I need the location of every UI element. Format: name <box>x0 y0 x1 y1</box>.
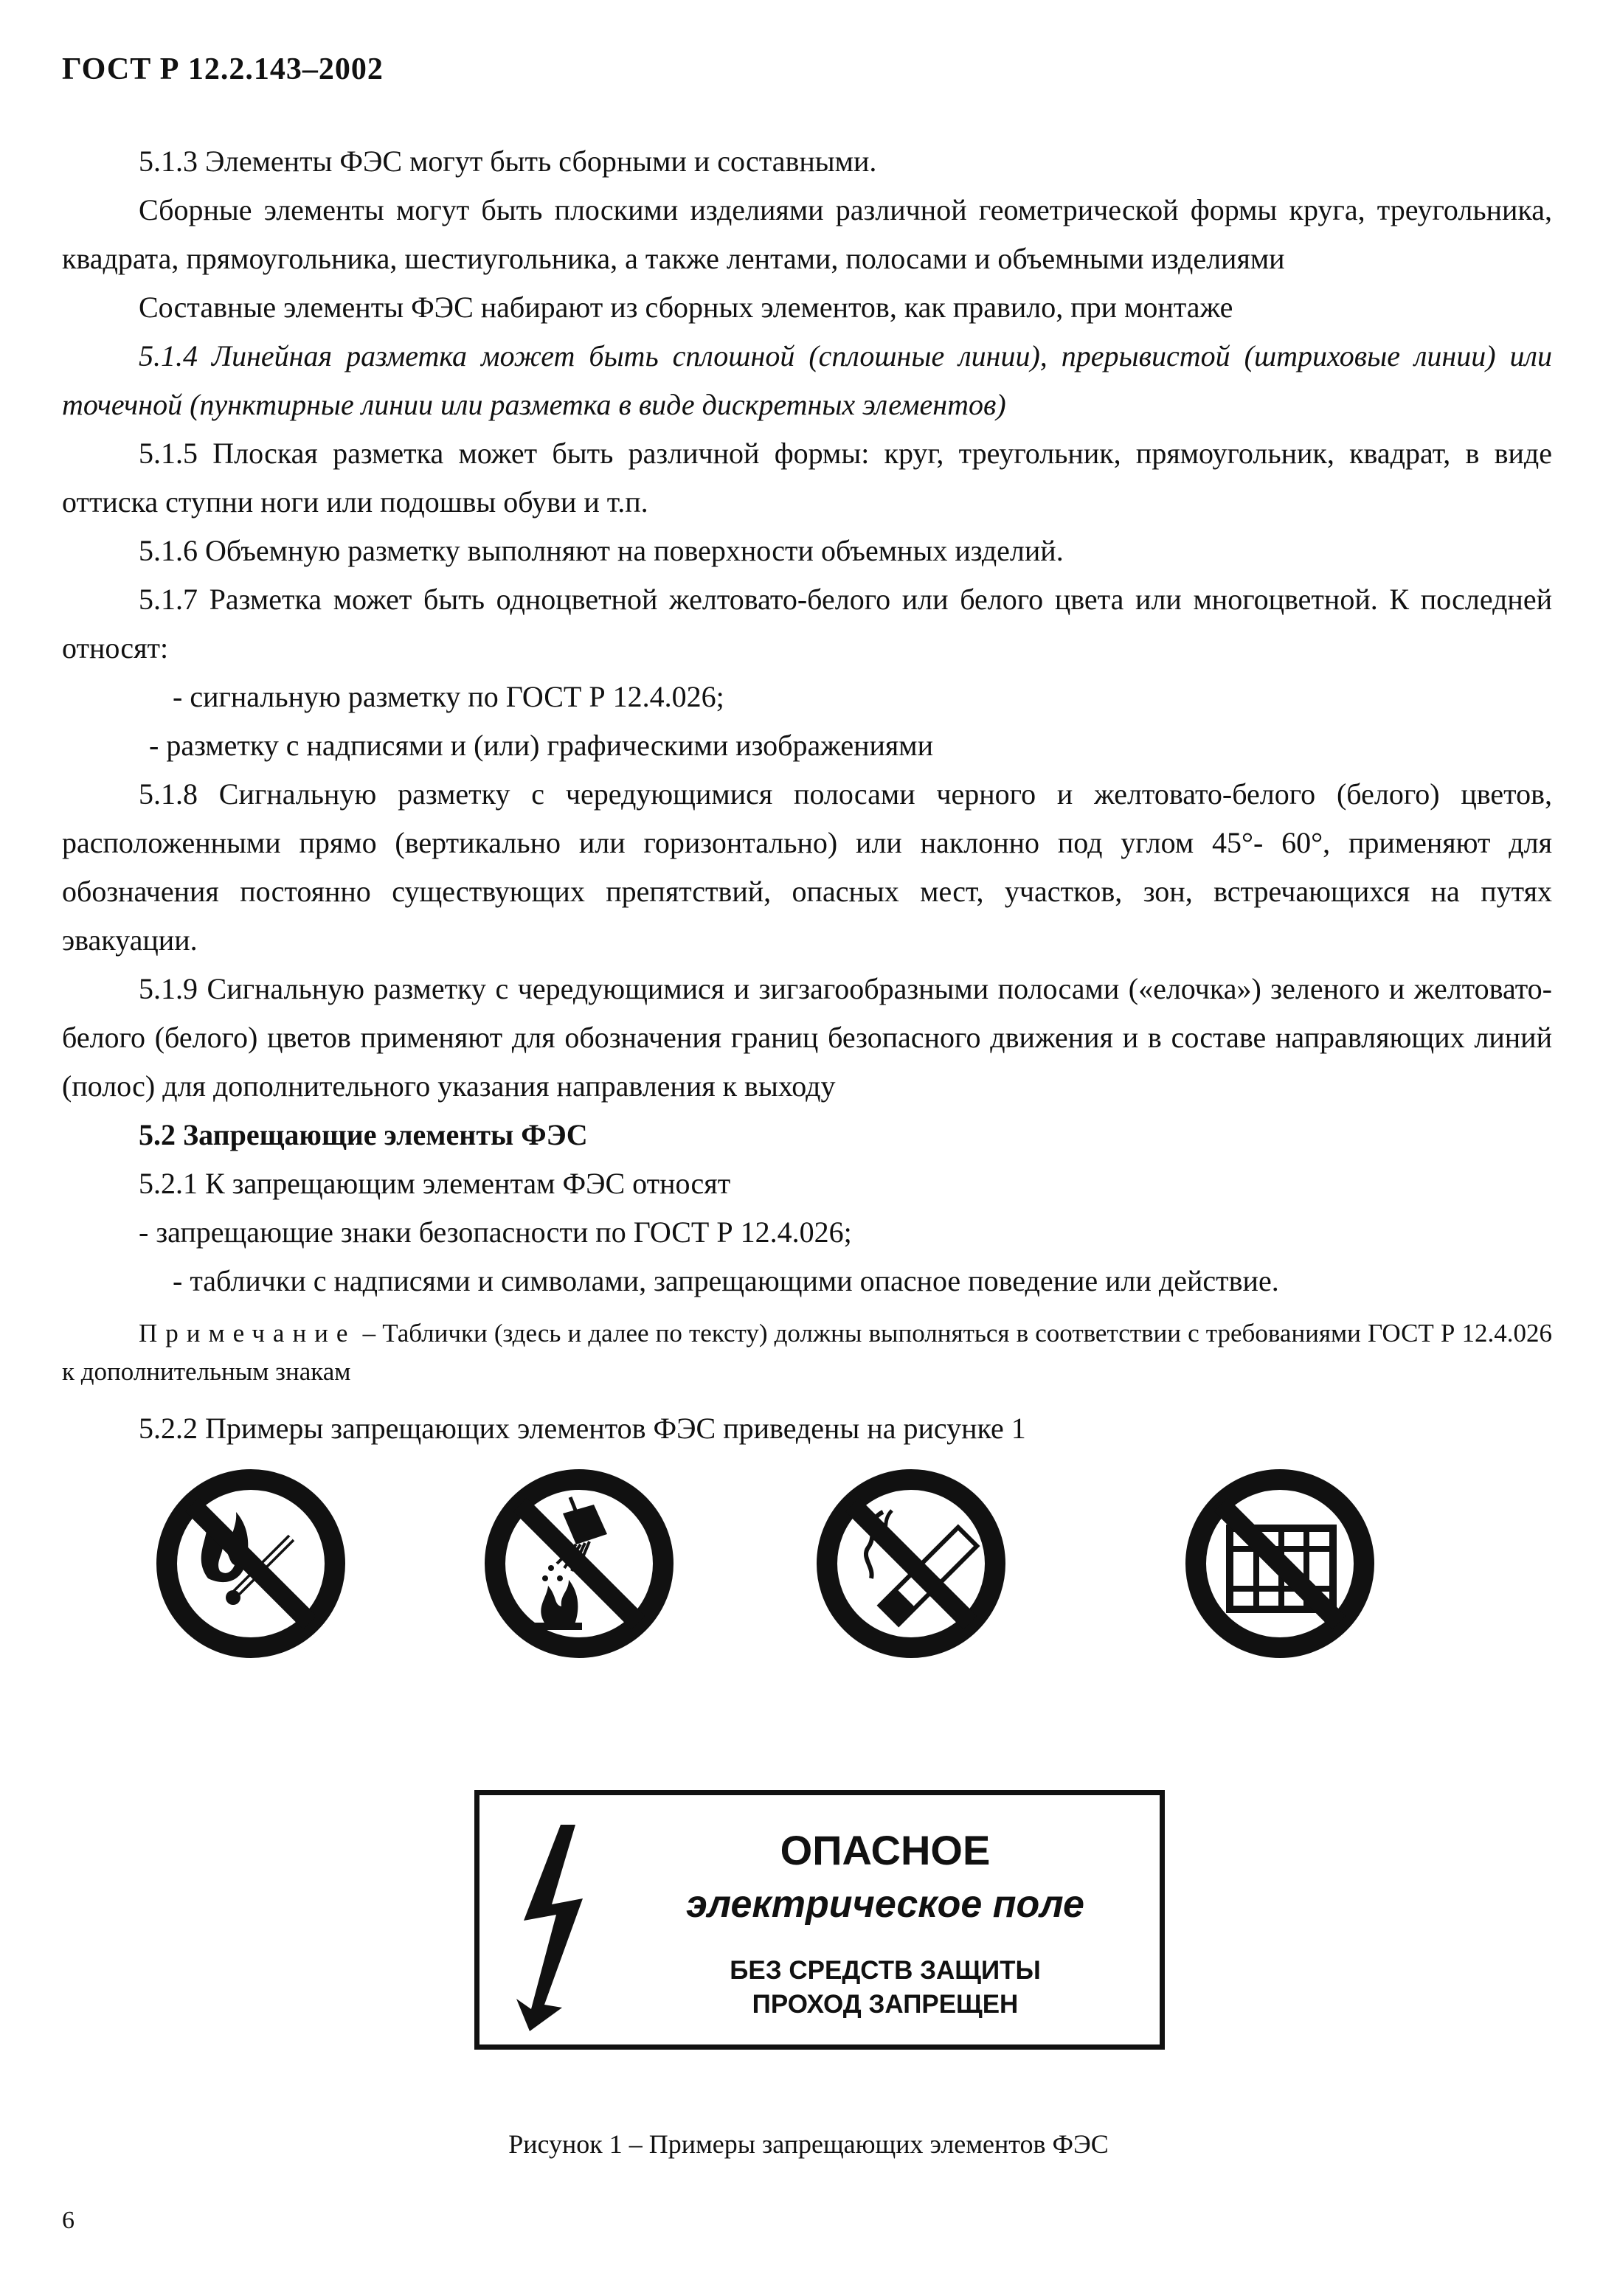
list-item-plates: - таблички с надписями и символами, запрещающими опасное поведение или действие. <box>173 1264 1279 1297</box>
plate-line-4: ПРОХОД ЗАПРЕЩЕН <box>752 1990 1019 2019</box>
note-text: – Таблички (здесь и далее по тексту) должны выполняться в соответствии с требованиями ГОСТ Р 12.4.026 к дополнительным знакам <box>62 1319 1552 1386</box>
paragraph-5-1-7: 5.1.7 Разметка может быть одноцветной желтовато-белого или белого цвета или многоцветной. К последней относят: <box>62 583 1552 665</box>
note <box>62 1314 1552 1391</box>
document-body <box>62 137 1552 1453</box>
paragraph-5-1-5: 5.1.5 Плоская разметка может быть различной формы: круг, треугольник, прямоугольник, квадрат, в виде оттиска ступни ноги или подошвы обуви и т.п. <box>62 437 1552 518</box>
prohibition-signs-row <box>0 1468 1617 1659</box>
list-item-prohibition-signs: - запрещающие знаки безопасности по ГОСТ Р 12.4.026; <box>139 1215 852 1249</box>
paragraph-5-2-1: 5.2.1 К запрещающим элементам ФЭС относят <box>139 1167 731 1200</box>
no-open-flame-icon <box>155 1468 347 1659</box>
paragraph-5-1-3: 5.1.3 Элементы ФЭС могут быть сборными и составными. <box>139 145 877 178</box>
plate-subtitle: электрическое поле <box>686 1883 1084 1926</box>
plate-line-3: БЕЗ СРЕДСТВ ЗАЩИТЫ <box>730 1956 1041 1985</box>
paragraph-5-1-9: 5.1.9 Сигнальную разметку с чередующимися и зигзагообразными полосами («елочка») зеленого и желтовато-белого (белого) цветов применяют для обозначения границ безопасного движения и в составе направляющих линий (полос) для дополнительного указания направления к выходу <box>62 972 1552 1103</box>
no-water-extinguish-icon <box>483 1468 675 1659</box>
paragraph-5-1-6: 5.1.6 Объемную разметку выполняют на поверхности объемных изделий. <box>139 534 1064 567</box>
no-storage-icon <box>1184 1468 1376 1659</box>
list-item-marking-with-labels: - разметку с надписями и (или) графическими изображениями <box>149 729 934 762</box>
paragraph-5-2-2: 5.2.2 Примеры запрещающих элементов ФЭС приведены на рисунке 1 <box>139 1412 1026 1445</box>
figure-caption: Рисунок 1 – Примеры запрещающих элементов ФЭС <box>508 2129 1109 2159</box>
plate-title: ОПАСНОЕ <box>780 1827 991 1873</box>
document-header: ГОСТ Р 12.2.143–2002 <box>62 52 384 86</box>
no-smoking-icon <box>815 1468 1007 1659</box>
page-number: 6 <box>62 2207 75 2234</box>
paragraph-prefab-elements: Сборные элементы могут быть плоскими изделиями различной геометрической формы круга, треугольника, квадрата, прямоугольника, шестиугольника, а также лентами, полосами и объемными изделиями <box>62 193 1552 275</box>
list-item-signal-marking: - сигнальную разметку по ГОСТ Р 12.4.026; <box>173 680 724 713</box>
paragraph-5-1-4: 5.1.4 Линейная разметка может быть сплошной (сплошные линии), прерывистой (штриховые линии) или точечной (пунктирные линии или разметка в виде дискретных элементов) <box>62 339 1552 421</box>
note-label: Примечание <box>139 1319 356 1348</box>
paragraph-5-1-8: 5.1.8 Сигнальную разметку с чередующимися полосами черного и желтовато-белого (белого) цветов, расположенными прямо (вертикально или горизонтально) или наклонно под углом 45°- 60°, применяют для обозначения постоянно существующих препятствий, опасных мест, участков, зон, встречающихся на путях эвакуации. <box>62 777 1552 957</box>
section-heading-5-2: 5.2 Запрещающие элементы ФЭС <box>139 1118 588 1151</box>
lightning-bolt-icon <box>509 1825 605 2031</box>
paragraph-composite-elements: Составные элементы ФЭС набирают из сборных элементов, как правило, при монтаже <box>139 291 1233 324</box>
warning-plate <box>474 1790 1165 2050</box>
